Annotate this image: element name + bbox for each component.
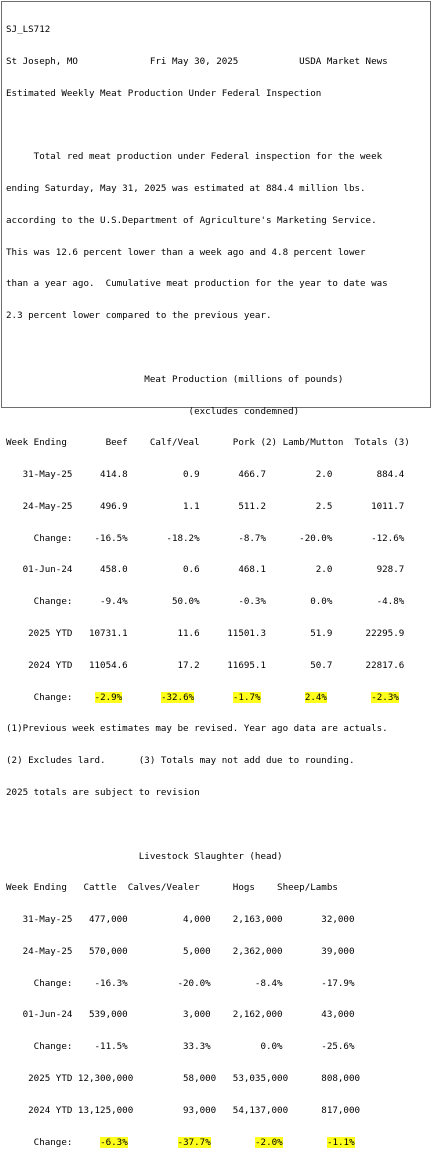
livestock-slaughter-row: 2024 YTD 13,125,000 93,000 54,137,000 817,000 bbox=[6, 1104, 361, 1116]
highlighted-change: -37.7% bbox=[177, 1136, 211, 1148]
highlighted-change: -1.7% bbox=[232, 691, 261, 703]
change-label: Change: bbox=[6, 1136, 73, 1148]
footnote-line: 2025 totals are subject to revision bbox=[6, 786, 200, 798]
summary-line: This was 12.6 percent lower than a week ago and 4.8 percent lower bbox=[6, 246, 366, 258]
livestock-slaughter-row: 2025 YTD 12,300,000 58,000 53,035,000 808,000 bbox=[6, 1072, 361, 1084]
highlighted-change: -2.9% bbox=[94, 691, 123, 703]
meat-production-title: Meat Production (millions of pounds) bbox=[6, 373, 344, 385]
livestock-slaughter-title: Livestock Slaughter (head) bbox=[6, 850, 283, 862]
livestock-slaughter-row: 31-May-25 477,000 4,000 2,163,000 32,000 bbox=[6, 914, 355, 926]
meat-production-row: 01-Jun-24 458.0 0.6 468.1 2.0 928.7 bbox=[6, 564, 405, 576]
highlighted-change: -1.1% bbox=[326, 1136, 355, 1148]
meat-production-row: 2025 YTD 10731.1 11.6 11501.3 51.9 22295.9 bbox=[6, 628, 405, 640]
livestock-slaughter-row: 24-May-25 570,000 5,000 2,362,000 39,000 bbox=[6, 945, 355, 957]
meat-production-subtitle: (excludes condemned) bbox=[6, 405, 300, 417]
meat-production-row: 24-May-25 496.9 1.1 511.2 2.5 1011.7 bbox=[6, 500, 405, 512]
highlighted-change: -32.6% bbox=[160, 691, 195, 703]
highlighted-change: -6.3% bbox=[100, 1136, 128, 1148]
livestock-slaughter-ytd-change-row bbox=[6, 1138, 410, 1149]
highlighted-change: -2.0% bbox=[255, 1136, 283, 1148]
report-title: Estimated Weekly Meat Production Under Federal Inspection bbox=[6, 87, 322, 99]
summary-line: according to the U.S.Department of Agriculture's Marketing Service. bbox=[6, 214, 377, 226]
footnote-line: (2) Excludes lard. (3) Totals may not add due to rounding. bbox=[6, 755, 355, 767]
summary-line: than a year ago. Cumulative meat production for the year to date was bbox=[6, 278, 388, 290]
report-header: St Joseph, MO Fri May 30, 2025 USDA Market News bbox=[6, 55, 388, 67]
report-text bbox=[6, 4, 410, 1169]
blank-line bbox=[6, 820, 410, 831]
livestock-slaughter-header-row: Week Ending Cattle Calves/Vealer Hogs Sheep/Lambs bbox=[6, 882, 338, 894]
change-label: Change: bbox=[6, 691, 73, 703]
blank-line bbox=[6, 343, 410, 354]
meat-production-header-row: Week Ending Beef Calf/Veal Pork (2) Lamb/Mutton Totals (3) bbox=[6, 437, 410, 449]
summary-line: Total red meat production under Federal inspection for the week bbox=[6, 151, 383, 163]
market-news-report bbox=[1, 1, 431, 1148]
meat-production-row: 2024 YTD 11054.6 17.2 11695.1 50.7 22817.6 bbox=[6, 659, 405, 671]
blank-line bbox=[6, 121, 410, 132]
livestock-slaughter-row: 01-Jun-24 539,000 3,000 2,162,000 43,000 bbox=[6, 1009, 355, 1021]
meat-production-ytd-change-row bbox=[6, 693, 410, 704]
summary-line: 2.3 percent lower compared to the previous year. bbox=[6, 310, 272, 322]
livestock-slaughter-row: Change: -11.5% 33.3% 0.0% -25.6% bbox=[6, 1041, 355, 1053]
meat-production-row: 31-May-25 414.8 0.9 466.7 2.0 884.4 bbox=[6, 469, 405, 481]
highlighted-change: -2.3% bbox=[371, 691, 399, 703]
meat-production-row: Change: -9.4% 50.0% -0.3% 0.0% -4.8% bbox=[6, 596, 405, 608]
livestock-slaughter-row: Change: -16.3% -20.0% -8.4% -17.9% bbox=[6, 977, 355, 989]
summary-line: ending Saturday, May 31, 2025 was estimated at 884.4 million lbs. bbox=[6, 183, 366, 195]
meat-production-row: Change: -16.5% -18.2% -8.7% -20.0% -12.6% bbox=[6, 532, 405, 544]
footnote-line: (1)Previous week estimates may be revised. Year ago data are actuals. bbox=[6, 723, 388, 735]
report-id: SJ_LS712 bbox=[6, 24, 51, 36]
highlighted-change: 2.4% bbox=[304, 691, 327, 703]
